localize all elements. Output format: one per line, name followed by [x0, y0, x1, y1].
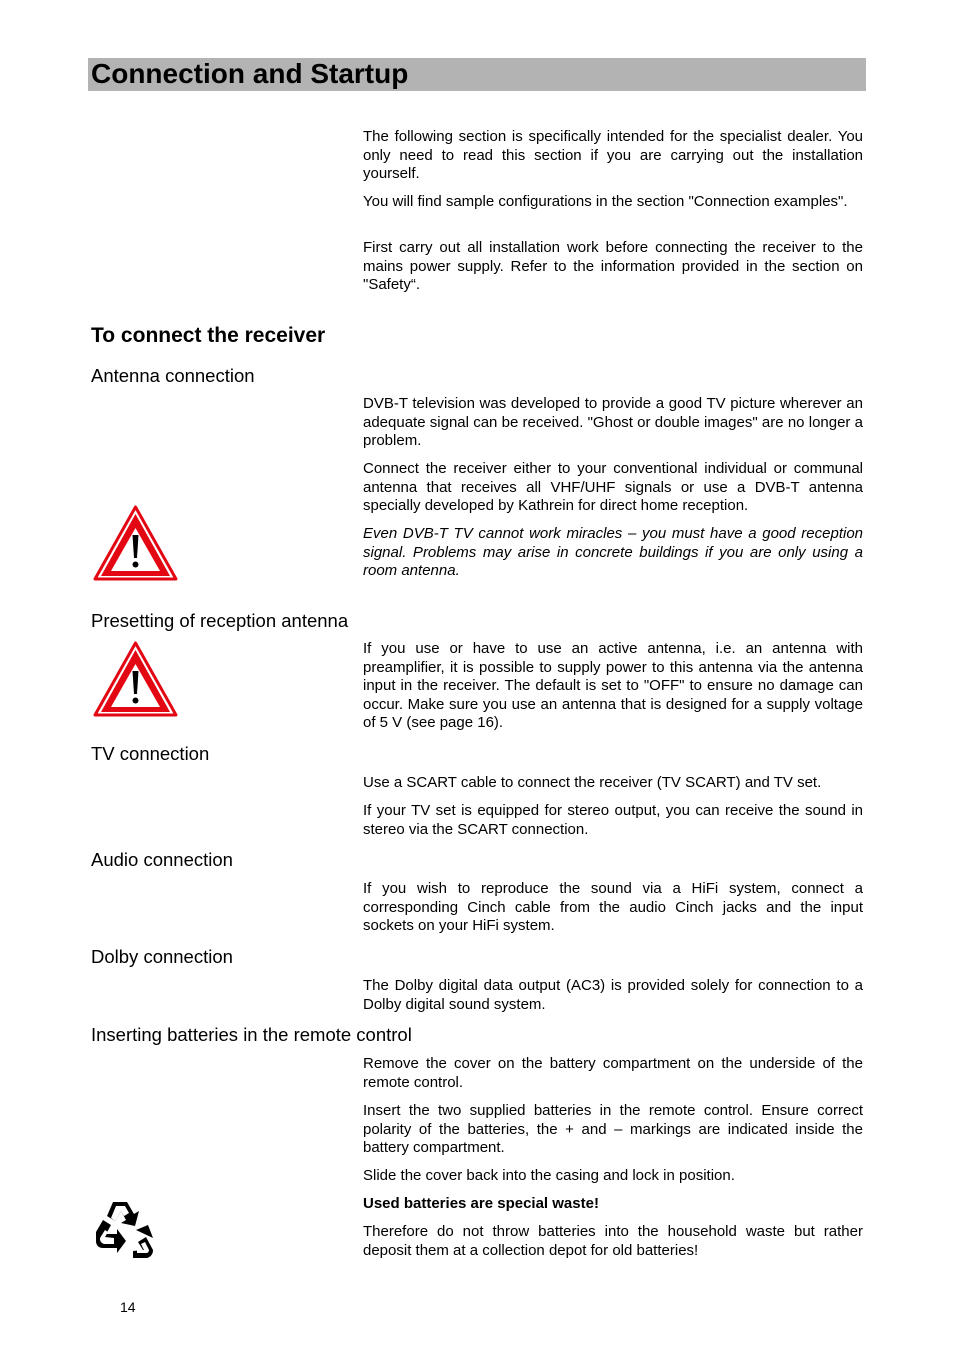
warning-triangle-icon [93, 505, 178, 581]
dolby-heading: Dolby connection [91, 946, 233, 967]
dolby-paragraph: The Dolby digital data output (AC3) is provided solely for connection to a Dolby digital sound system. [363, 977, 863, 1013]
batteries-paragraph-2: Insert the two supplied batteries in the remote control. Ensure correct polarity of the batteries, the + and – markings are indicated inside the battery compartment. [363, 1102, 863, 1156]
tv-paragraph-1: Use a SCART cable to connect the receiver (TV SCART) and TV set. [363, 774, 822, 791]
page-number: 14 [120, 1299, 136, 1315]
section-heading: To connect the receiver [91, 324, 326, 347]
intro-paragraph-1: The following section is specifically intended for the specialist dealer. You only need to read this section if you are carrying out the installation yourself. [363, 128, 863, 182]
batteries-heading: Inserting batteries in the remote control [91, 1024, 412, 1045]
batteries-paragraph-1: Remove the cover on the battery compartment on the underside of the remote control. [363, 1055, 863, 1091]
audio-paragraph: If you wish to reproduce the sound via a HiFi system, connect a corresponding Cinch cable from the audio Cinch jacks and the input sockets on your HiFi system. [363, 880, 863, 934]
batteries-paragraph-3: Slide the cover back into the casing and lock in position. [363, 1167, 735, 1184]
warning-triangle-icon [93, 641, 178, 717]
batteries-warning-heading: Used batteries are special waste! [363, 1195, 599, 1212]
tv-heading: TV connection [91, 743, 210, 764]
page-title: Connection and Startup [91, 58, 409, 89]
antenna-paragraph-2: Connect the receiver either to your conventional individual or communal antenna that receives all VHF/UHF signals or use a DVB-T antenna specially developed by Kathrein for direct home reception. [363, 460, 863, 514]
intro-paragraph-2: You will find sample configurations in the section "Connection examples". [363, 193, 848, 210]
intro-paragraph-3: First carry out all installation work before connecting the receiver to the mains power supply. Refer to the information provided in the section on "Safety“. [363, 239, 863, 293]
antenna-heading: Antenna connection [91, 365, 255, 386]
antenna-paragraph-1: DVB-T television was developed to provide a good TV picture wherever an adequate signal can be received. "Ghost or double images" are no longer a problem. [363, 395, 863, 449]
audio-heading: Audio connection [91, 849, 233, 870]
antenna-warning-paragraph: Even DVB-T TV cannot work miracles – you must have a good reception signal. Problems may arise in concrete buildings if you are only using a room antenna. [363, 525, 863, 579]
presetting-heading: Presetting of reception antenna [91, 610, 349, 631]
page-title-bar [88, 58, 866, 91]
tv-paragraph-2: If your TV set is equipped for stereo output, you can receive the sound in stereo via the SCART connection. [363, 802, 863, 838]
recycle-icon [93, 1198, 155, 1260]
presetting-paragraph: If you use or have to use an active antenna, i.e. an antenna with preamplifier, it is possible to supply power to this antenna via the antenna input in the receiver. The default is set to "OFF" to ensure no damage can occur. Make sure you use an antenna that is designed for a supply voltage of 5 V (see page 16). [363, 640, 863, 731]
batteries-warning-paragraph: Therefore do not throw batteries into the household waste but rather deposit them at a collection depot for old batteries! [363, 1223, 863, 1259]
